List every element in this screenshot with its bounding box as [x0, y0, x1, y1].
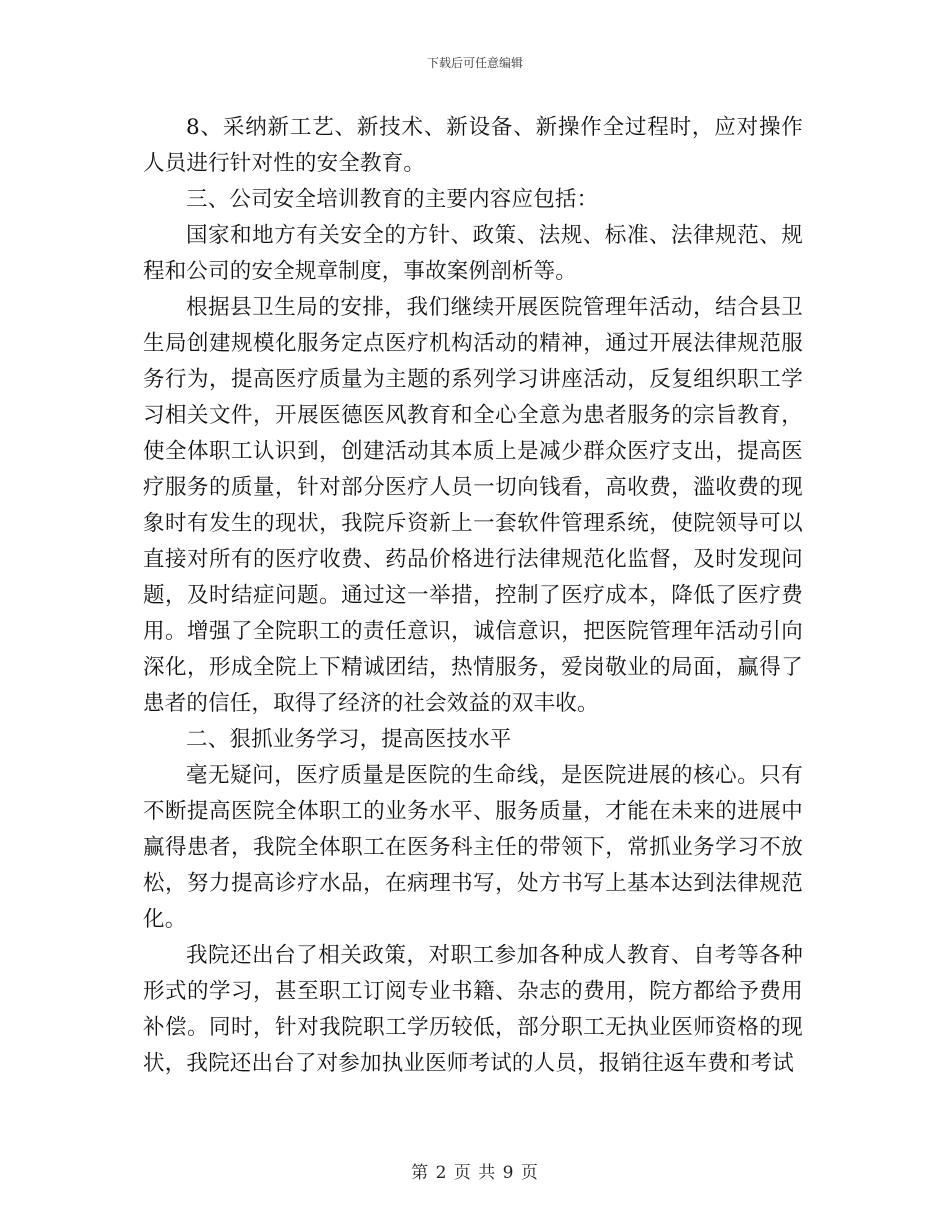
paragraph-item-8: 8、采纳新工艺、新技术、新设备、新操作全过程时，应对操作人员进行针对性的安全教育。 — [143, 115, 803, 176]
paragraph-education-policy: 我院还出台了相关政策，对职工参加各种成人教育、自考等各种形式的学习，甚至职工订阅专业书籍、杂志的费用，院方都给予费用补偿。同时，针对我院职工学历较低，部分职工无执业医师资格的现状，我院还出台了对参加执业医师考试的人员，报销往返车费和考试 — [143, 943, 803, 1076]
section-heading-training-content: 三、公司安全培训教育的主要内容应包括： — [186, 187, 599, 212]
document-body — [143, 110, 803, 1082]
page-header: 下载后可任意编辑 — [426, 56, 523, 70]
paragraph-hospital-management: 根据县卫生局的安排，我们继续开展医院管理年活动，结合县卫生局创建规模化服务定点医疗机构活动的精神，通过开展法律规范服务行为，提高医疗质量为主题的系列学习讲座活动，反复组织职工学习相关文件，开展医德医风教育和全心全意为患者服务的宗旨教育，使全体职工认识到，创建活动其本质上是减少群众医疗支出，提高医疗服务的质量，针对部分医疗人员一切向钱看，高收费，滥收费的现象时有发生的现状，我院斥资新上一套软件管理系统，使院领导可以直接对所有的医疗收费、药品价格进行法律规范化监督，及时发现问题，及时结症问题。通过这一举措，控制了医疗成本，降低了医疗费用。增强了全院职工的责任意识，诚信意识，把医院管理年活动引向深化，形成全院上下精诚团结，热情服务，爱岗敬业的局面，赢得了患者的信任，取得了经济的社会效益的双丰收。 — [143, 295, 803, 716]
paragraph-training-content: 国家和地方有关安全的方针、政策、法规、标准、法律规范、规程和公司的安全规章制度，事故案例剖析等。 — [143, 223, 803, 284]
paragraph-medical-quality: 毫无疑问，医疗质量是医院的生命线，是医院进展的核心。只有不断提高医院全体职工的业务水平、服务质量，才能在未来的进展中赢得患者，我院全体职工在医务科主任的带领下，常抓业务学习不放松，努力提高诊疗水品，在病理书写，处方书写上基本达到法律规范化。 — [143, 763, 803, 932]
section-heading-business-study: 二、狠抓业务学习，提高医技水平 — [186, 727, 512, 752]
page-footer: 第 2 页 共 9 页 — [411, 1163, 539, 1183]
